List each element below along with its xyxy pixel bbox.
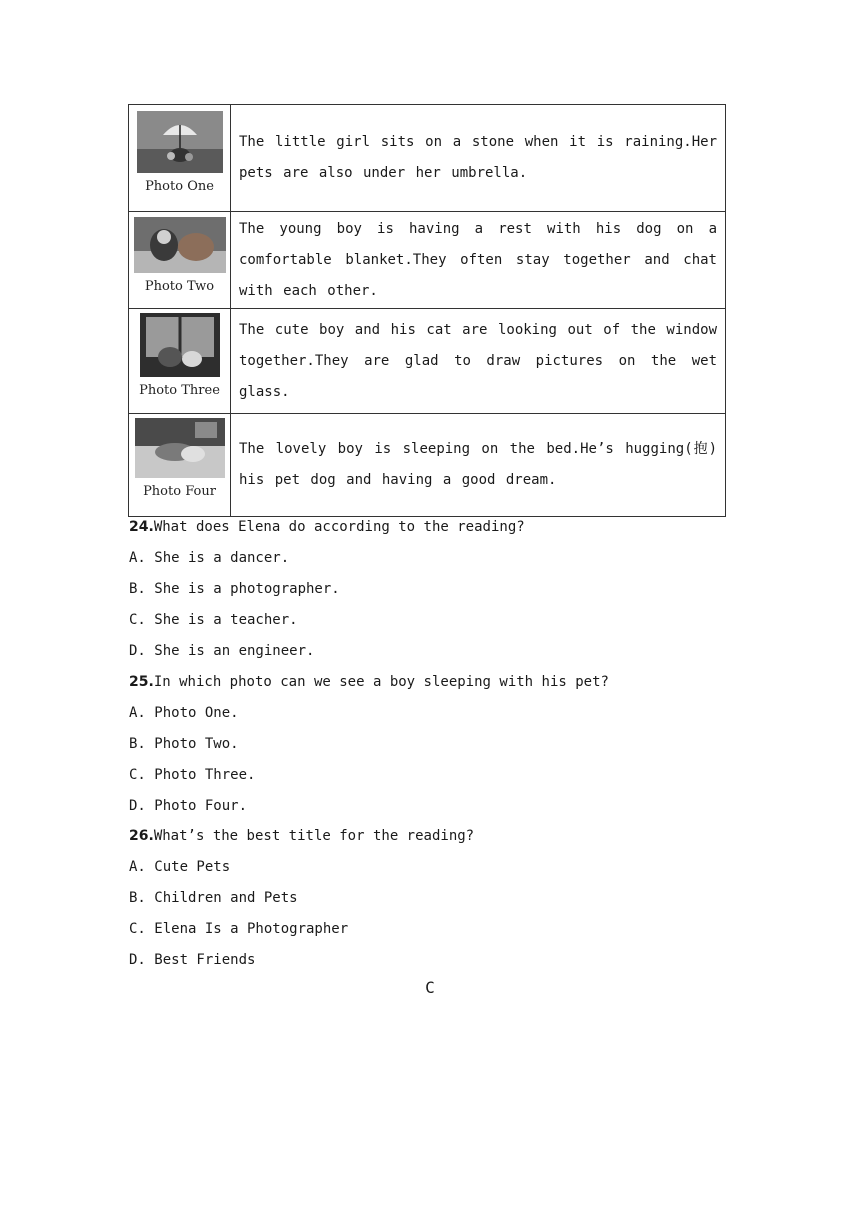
question-24 (129, 512, 525, 543)
photo-description: The cute boy and his cat are looking out of the window together.They are glad to draw pictures on the wet glass. (231, 309, 726, 414)
photo-description: The young boy is having a rest with his dog on a comfortable blanket.They often stay together and chat with each other. (231, 212, 726, 309)
question-text: What’s the best title for the reading? (153, 828, 475, 844)
photo-cell (129, 212, 231, 309)
option-d: D. Photo Four. (129, 798, 248, 814)
table-row (129, 105, 726, 212)
option-c: C. Photo Three. (129, 767, 256, 783)
option-a: A. She is a dancer. (129, 550, 290, 566)
question-number: 25. (129, 674, 154, 690)
question-text: What does Elena do according to the reading? (153, 519, 525, 535)
table-row (129, 414, 726, 517)
photo-cell (129, 309, 231, 414)
option-b: B. She is a photographer. (129, 581, 340, 597)
question-26 (129, 821, 474, 852)
photo-description: The lovely boy is sleeping on the bed.He’s hugging(抱) his pet dog and having a good dream. (231, 414, 726, 517)
table-row (129, 309, 726, 414)
option-b: B. Children and Pets (129, 890, 298, 906)
option-d: D. Best Friends (129, 952, 256, 968)
option-a: A. Cute Pets (129, 859, 231, 875)
photo-one-image (137, 111, 223, 173)
option-b: B. Photo Two. (129, 736, 239, 752)
photo-caption: Photo Two (144, 279, 215, 294)
photo-caption: Photo Four (143, 484, 216, 499)
photo-three-image (140, 313, 220, 377)
photo-description: The little girl sits on a stone when it is raining.Her pets are also under her umbrella. (231, 105, 726, 212)
photo-caption: Photo Three (139, 383, 220, 398)
table-row (129, 212, 726, 309)
question-number: 26. (129, 828, 154, 844)
photo-two-image (134, 217, 226, 273)
photo-table (128, 104, 726, 517)
photo-cell (129, 105, 231, 212)
option-d: D. She is an engineer. (129, 643, 315, 659)
photo-cell (129, 414, 231, 517)
option-a: A. Photo One. (129, 705, 239, 721)
question-text: In which photo can we see a boy sleeping with his pet? (153, 674, 609, 690)
photo-caption: Photo One (145, 179, 214, 194)
question-number: 24. (129, 519, 154, 535)
section-heading: C (425, 978, 435, 997)
option-c: C. She is a teacher. (129, 612, 298, 628)
question-25 (129, 667, 609, 698)
photo-four-image (135, 418, 225, 478)
option-c: C. Elena Is a Photographer (129, 921, 349, 937)
